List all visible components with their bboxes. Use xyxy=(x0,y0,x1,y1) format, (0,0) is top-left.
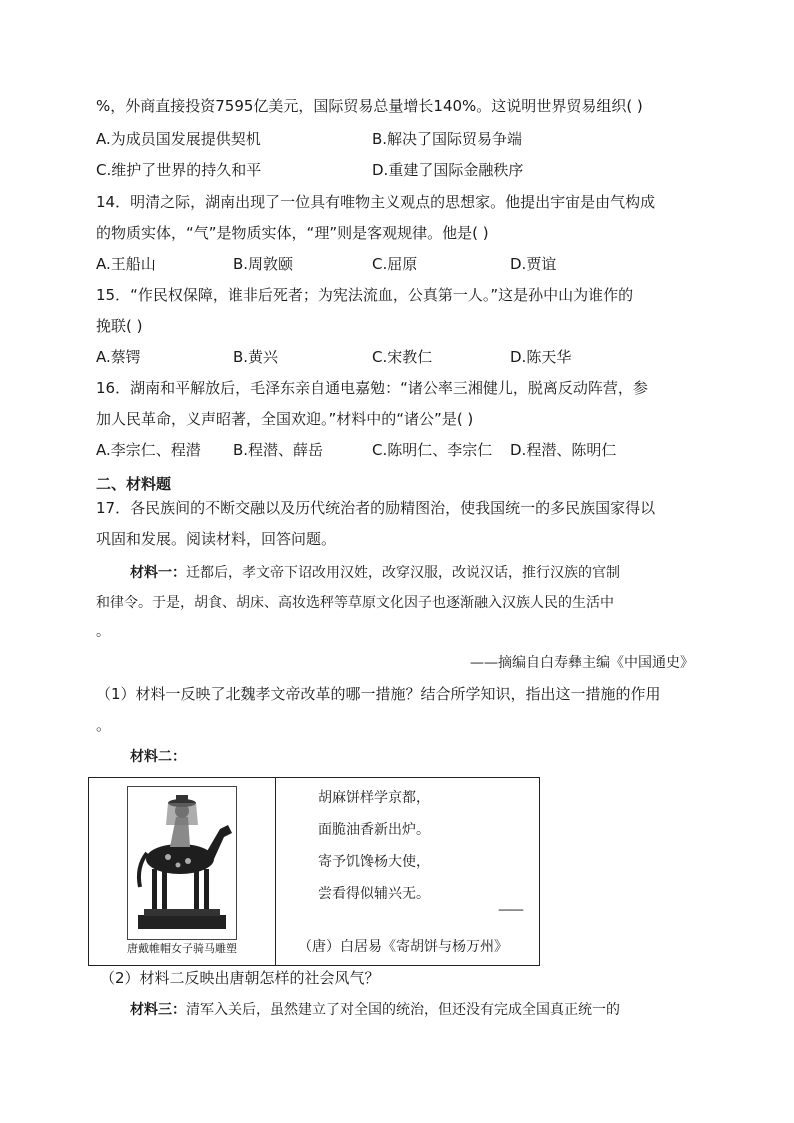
q14-option-a[interactable]: A.王船山 xyxy=(96,255,156,273)
q17-stem-line1: 17．各民族间的不断交融以及历代统治者的励精图治，使我国统一的多民族国家得以 xyxy=(96,499,656,517)
q17-sub2: （2）材料二反映出唐朝怎样的社会风气？ xyxy=(100,969,380,987)
q15-stem-line1: 15．“作民权保障，谁非后死者；为宪法流血，公真第一人。”这是孙中山为谁作的 xyxy=(96,286,634,304)
q15-option-c[interactable]: C.宋教仁 xyxy=(372,348,433,366)
q13-stem: %，外商直接投资7595亿美元，国际贸易总量增长140%。这说明世界贸易组织( ) xyxy=(96,97,643,115)
material1-label: 材料一： xyxy=(130,565,186,581)
q13-option-b[interactable]: B.解决了国际贸易争端 xyxy=(372,130,523,148)
image-caption: 唐戴帷帽女子骑马雕塑 xyxy=(127,942,237,955)
q15-option-b[interactable]: B.黄兴 xyxy=(233,348,279,366)
q16-option-c[interactable]: C.陈明仁、李宗仁 xyxy=(372,441,493,459)
q14-option-d[interactable]: D.贾谊 xyxy=(510,255,557,273)
q13-option-d[interactable]: D.重建了国际金融秩序 xyxy=(372,161,524,179)
q16-option-a[interactable]: A.李宗仁、程潜 xyxy=(96,441,201,459)
material3-line1 xyxy=(130,1000,620,1020)
q14-stem-line2: 的物质实体，“气”是物质实体，“理”则是客观规律。他是( ) xyxy=(96,224,489,242)
material3-label: 材料三： xyxy=(130,1002,186,1018)
q15-stem-line2: 挽联( ) xyxy=(96,317,143,335)
material2-image-cell xyxy=(89,778,276,966)
q13-option-a[interactable]: A.为成员国发展提供契机 xyxy=(96,130,261,148)
q17-sub1-line2: 。 xyxy=(96,716,112,734)
material2-table xyxy=(88,777,540,966)
q16-stem-line1: 16．湖南和平解放后，毛泽东亲自通电嘉勉：“诸公率三湘健儿，脱离反动阵营，参 xyxy=(96,379,648,397)
q16-stem-line2: 加人民革命，义声昭著，全国欢迎。”材料中的“诸公”是( ) xyxy=(96,410,474,428)
q14-stem-line1: 14．明清之际，湖南出现了一位具有唯物主义观点的思想家。他提出宇宙是由气构成 xyxy=(96,193,656,211)
horse-rider-statue-icon xyxy=(128,787,236,939)
q13-option-c[interactable]: C.维护了世界的持久和平 xyxy=(96,161,262,179)
q14-option-c[interactable]: C.屈原 xyxy=(372,255,418,273)
material1-line3: 。 xyxy=(96,624,110,640)
poem-line-4: 尝看得似辅兴无。 xyxy=(318,886,430,902)
q16-option-d[interactable]: D.程潜、陈明仁 xyxy=(510,441,617,459)
q17-stem-line2: 巩固和发展。阅读材料，回答问题。 xyxy=(96,530,337,548)
q17-sub1-line1: （1）材料一反映了北魏孝文帝改革的哪一措施？结合所学知识，指出这一措施的作用 xyxy=(96,685,661,703)
material1-line1 xyxy=(130,563,620,583)
material2-poem-cell xyxy=(276,778,540,966)
q15-option-a[interactable]: A.蔡锷 xyxy=(96,348,141,366)
poem-dash: —— xyxy=(498,902,522,918)
q16-option-b[interactable]: B.程潜、薛岳 xyxy=(233,441,324,459)
material2-label: 材料二： xyxy=(130,749,186,765)
statue-frame xyxy=(127,786,237,940)
material1-text: 迁都后，孝文帝下诏改用汉姓，改穿汉服，改说汉话，推行汉族的官制 xyxy=(186,565,620,581)
q14-option-b[interactable]: B.周敦颐 xyxy=(233,255,294,273)
poem-source: （唐）白居易《寄胡饼与杨万州》 xyxy=(298,939,508,955)
material3-text: 清军入关后，虽然建立了对全国的统治，但还没有完成全国真正统一的 xyxy=(186,1002,620,1018)
poem-line-2: 面脆油香新出炉。 xyxy=(318,822,430,838)
section-title: 二、材料题 xyxy=(96,475,172,493)
q15-option-d[interactable]: D.陈天华 xyxy=(510,348,572,366)
material1-source: ——摘编自白寿彝主编《中国通史》 xyxy=(470,655,694,671)
poem-block xyxy=(318,782,430,910)
material1-line2: 和律令。于是，胡食、胡床、高妆选秤等草原文化因子也逐渐融入汉族人民的生活中 xyxy=(96,595,614,611)
poem-line-3: 寄予饥馋杨大使， xyxy=(318,854,430,870)
poem-line-1: 胡麻饼样学京都， xyxy=(318,790,430,806)
